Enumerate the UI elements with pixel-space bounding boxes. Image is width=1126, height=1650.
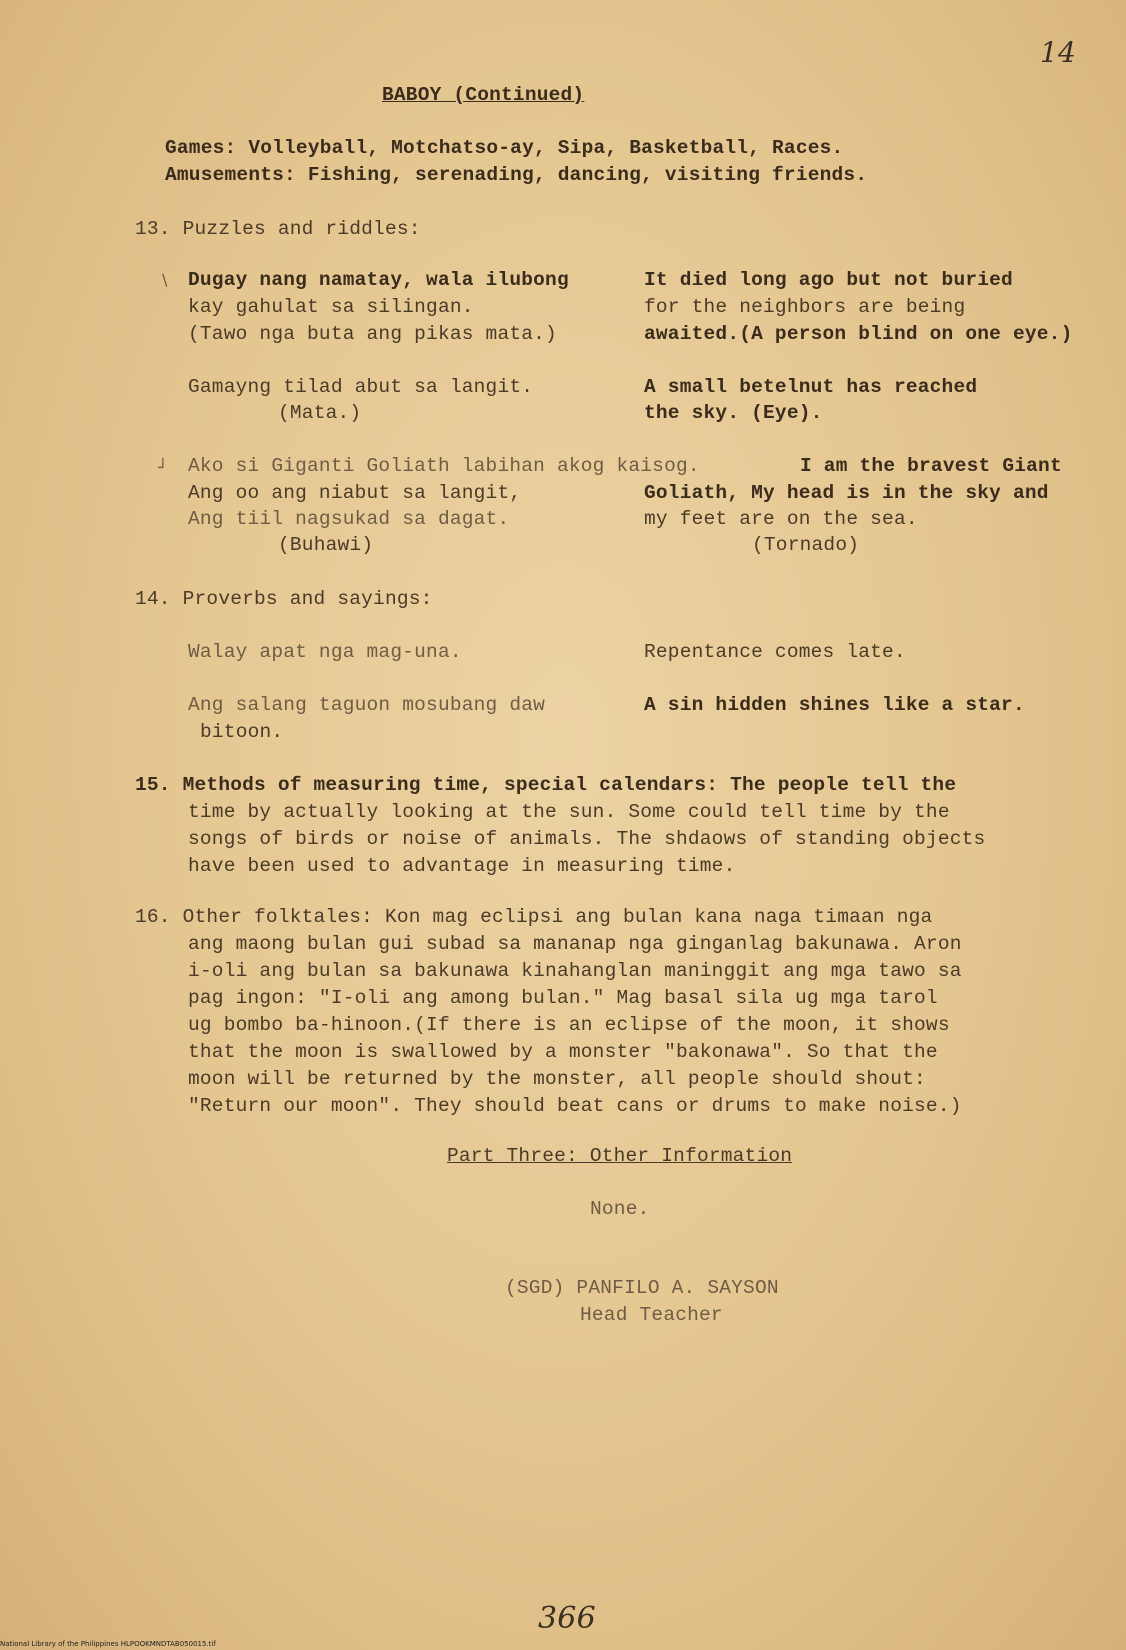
riddle-1-english-line-1: It died long ago but not buried xyxy=(644,269,1013,291)
amusements-label: Amusements: xyxy=(165,164,296,186)
page-title: BABOY (Continued) xyxy=(382,84,585,106)
amusements-line xyxy=(165,162,867,188)
riddle-1-english-line-2: for the neighbors are being xyxy=(644,296,966,318)
amusements-text: Fishing, serenading, dancing, visiting friends. xyxy=(307,164,868,186)
section-16-line-1: 16. Other folktales: Kon mag eclipsi ang bulan kana naga timaan nga xyxy=(135,906,933,928)
riddle-3-native-line-1: Ako si Giganti Goliath labihan akog kaisog. xyxy=(188,455,700,477)
section-15-line-4: have been used to advantage in measuring time. xyxy=(188,855,736,877)
signature-name: (SGD) PANFILO A. SAYSON xyxy=(505,1277,779,1299)
riddle-1-native-line-1: Dugay nang namatay, wala ilubong xyxy=(188,269,569,291)
section-16-line-5: ug bombo ba-hinoon.(If there is an eclipse of the moon, it shows xyxy=(188,1014,950,1036)
part-three-heading: Part Three: Other Information xyxy=(447,1145,793,1167)
part-three-content: None. xyxy=(590,1198,650,1220)
riddle-3-english-line-1: I am the bravest Giant xyxy=(800,455,1062,477)
proverb-2-english: A sin hidden shines like a star. xyxy=(644,694,1025,716)
games-text: Volleyball, Motchatso-ay, Sipa, Basketball, Races. xyxy=(248,137,844,159)
proverb-1-english: Repentance comes late. xyxy=(644,641,906,663)
section-15-line-3: songs of birds or noise of animals. The shdaows of standing objects xyxy=(188,828,986,850)
riddle-2-english-line-2: the sky. (Eye). xyxy=(644,402,823,424)
section-13-heading: 13. Puzzles and riddles: xyxy=(135,218,421,240)
section-16-line-3: i-oli ang bulan sa bakunawa kinahanglan maninggit ang mga tawo sa xyxy=(188,960,962,982)
handwritten-bottom-number: 366 xyxy=(538,1601,596,1636)
proverb-2-native-line-2: bitoon. xyxy=(200,721,284,743)
riddle-3-native-line-4: (Buhawi) xyxy=(278,534,374,556)
section-16-line-6: that the moon is swallowed by a monster "bakonawa". So that the xyxy=(188,1041,938,1063)
section-16-line-7: moon will be returned by the monster, all people should shout: xyxy=(188,1068,926,1090)
section-16-line-4: pag ingon: "I-oli ang among bulan." Mag basal sila ug mga tarol xyxy=(188,987,938,1009)
scan-footer: National Library of the Philippines HLPOOKMNDTAB050015.tif xyxy=(0,1640,216,1648)
games-line xyxy=(165,135,843,161)
riddle-1-native-line-2: kay gahulat sa silingan. xyxy=(188,296,474,318)
games-label: Games: xyxy=(165,137,237,159)
riddle-2-english-line-1: A small betelnut has reached xyxy=(644,376,978,398)
handwritten-page-number: 14 xyxy=(1040,36,1077,69)
section-16-line-2: ang maong bulan gui subad sa mananap nga ginganlag bakunawa. Aron xyxy=(188,933,962,955)
riddle-3-english-line-4: (Tornado) xyxy=(752,534,860,556)
riddle-2-native-line-1: Gamayng tilad abut sa langit. xyxy=(188,376,534,398)
riddle-1-native-line-3: (Tawo nga buta ang pikas mata.) xyxy=(188,323,557,345)
signature-title: Head Teacher xyxy=(580,1304,723,1326)
proverb-1-native: Walay apat nga mag-una. xyxy=(188,641,462,663)
margin-tick-1: \ xyxy=(162,270,168,289)
riddle-1-english-line-3: awaited.(A person blind on one eye.) xyxy=(644,323,1073,345)
proverb-2-native-line-1: Ang salang taguon mosubang daw xyxy=(188,694,546,716)
riddle-3-english-line-2: Goliath, My head is in the sky and xyxy=(644,482,1049,504)
section-15-line-2: time by actually looking at the sun. Some could tell time by the xyxy=(188,801,950,823)
section-16-line-8: "Return our moon". They should beat cans or drums to make noise.) xyxy=(188,1095,962,1117)
section-14-heading: 14. Proverbs and sayings: xyxy=(135,588,433,610)
riddle-3-native-line-3: Ang tiil nagsukad sa dagat. xyxy=(188,508,510,530)
riddle-2-native-line-2: (Mata.) xyxy=(278,402,362,424)
section-15-line-1: 15. Methods of measuring time, special calendars: The people tell the xyxy=(135,774,957,796)
margin-tick-2: ┘ xyxy=(158,458,168,477)
riddle-3-native-line-2: Ang oo ang niabut sa langit, xyxy=(188,482,522,504)
riddle-3-english-line-3: my feet are on the sea. xyxy=(644,508,918,530)
